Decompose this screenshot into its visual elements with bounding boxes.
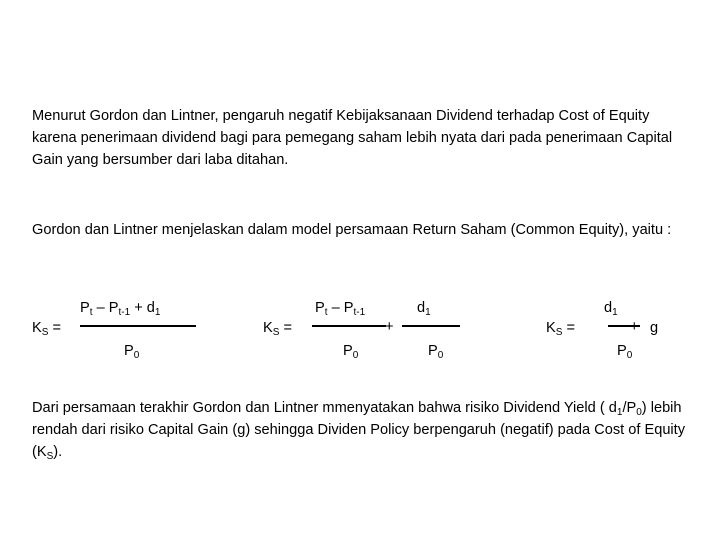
paragraph-conclusion: Dari persamaan terakhir Gordon dan Lintner mmenyatakan bahwa risiko Dividend Yield ( $d_1/P_0$) lebih rendah dari risiko Capital Gain (g) sehingga Dividen Policy berpengaruh (negatif) pada Cost of Equity $(K_S)$. [32, 400, 686, 462]
eq2-fraction-line-1 [312, 325, 386, 327]
eq3-denominator: $P_0$ [617, 343, 633, 361]
eq1-lhs: $K_S$ = [32, 320, 61, 338]
eq2-lhs: $K_S$ = [263, 320, 292, 338]
eq2-plus: + [385, 319, 394, 335]
eq1-denominator: $P_0$ [124, 343, 140, 361]
eq3-plus: + [630, 319, 639, 335]
eq2-numerator-1: $P_t - P_{t-1}$ [315, 300, 366, 318]
paragraph-gordon-lintner-intro: Menurut Gordon dan Lintner, pengaruh negatif Kebijaksanaan Dividend terhadap Cost of Equity karena penerimaan dividend bagi para pemegang saham lebih nyata dari pada penerimaan Capital Gain yang bersumber dari laba ditahan. [32, 108, 673, 168]
eq3-lhs: $K_S$ = [546, 320, 575, 338]
eq2-denominator-2: $P_0$ [428, 343, 444, 361]
eq3-g: g [650, 320, 659, 336]
eq2-fraction-line-2 [402, 325, 460, 327]
eq1-fraction-line [80, 325, 196, 327]
eq2-numerator-2: $d_1$ [417, 300, 431, 318]
paragraph-model-intro: Gordon dan Lintner menjelaskan dalam model persamaan Return Saham (Common Equity), yaitu : [32, 222, 672, 238]
eq3-numerator: $d_1$ [604, 300, 618, 318]
eq2-denominator-1: $P_0$ [343, 343, 359, 361]
eq1-numerator: $P_t - P_{t-1} + d_1$ [80, 300, 161, 318]
